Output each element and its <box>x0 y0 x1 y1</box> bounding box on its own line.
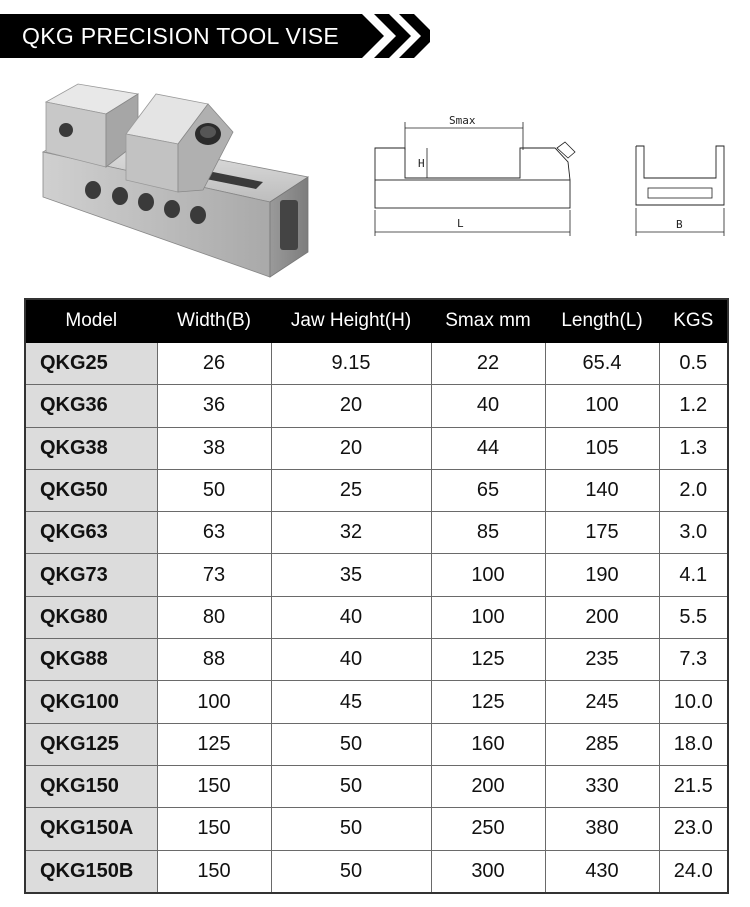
cell-width: 125 <box>157 723 271 765</box>
cell-length: 200 <box>545 596 659 638</box>
column-header-jaw-height: Jaw Height(H) <box>271 299 431 343</box>
cell-jaw-height: 32 <box>271 512 431 554</box>
smax-label: Smax <box>449 114 476 127</box>
cell-model: QKG88 <box>25 639 157 681</box>
cell-kgs: 10.0 <box>659 681 728 723</box>
cell-smax: 300 <box>431 850 545 893</box>
table-header-row <box>25 299 728 343</box>
cell-model: QKG100 <box>25 681 157 723</box>
cell-width: 100 <box>157 681 271 723</box>
cell-length: 430 <box>545 850 659 893</box>
table-row <box>25 427 728 469</box>
cell-kgs: 23.0 <box>659 808 728 850</box>
cell-model: QKG38 <box>25 427 157 469</box>
cell-jaw-height: 25 <box>271 469 431 511</box>
cell-model: QKG150A <box>25 808 157 850</box>
cell-jaw-height: 50 <box>271 850 431 893</box>
column-header-smax: Smax mm <box>431 299 545 343</box>
cell-kgs: 1.2 <box>659 385 728 427</box>
cell-smax: 22 <box>431 343 545 385</box>
cell-length: 190 <box>545 554 659 596</box>
cell-kgs: 24.0 <box>659 850 728 893</box>
cell-width: 26 <box>157 343 271 385</box>
cell-smax: 125 <box>431 681 545 723</box>
table-row <box>25 850 728 893</box>
cell-model: QKG150 <box>25 765 157 807</box>
end-view-drawing <box>630 140 730 245</box>
table-row <box>25 639 728 681</box>
vise-photo <box>38 72 313 292</box>
column-header-model: Model <box>25 299 157 343</box>
cell-smax: 100 <box>431 554 545 596</box>
cell-smax: 200 <box>431 765 545 807</box>
cell-length: 235 <box>545 639 659 681</box>
cell-smax: 65 <box>431 469 545 511</box>
cell-smax: 250 <box>431 808 545 850</box>
table-body <box>25 343 728 893</box>
title-banner <box>0 14 430 58</box>
cell-length: 140 <box>545 469 659 511</box>
cell-length: 100 <box>545 385 659 427</box>
table-row <box>25 554 728 596</box>
table-row <box>25 765 728 807</box>
cell-width: 88 <box>157 639 271 681</box>
cell-model: QKG80 <box>25 596 157 638</box>
cell-kgs: 3.0 <box>659 512 728 554</box>
cell-smax: 40 <box>431 385 545 427</box>
cell-width: 150 <box>157 850 271 893</box>
cell-jaw-height: 35 <box>271 554 431 596</box>
cell-width: 50 <box>157 469 271 511</box>
cell-width: 38 <box>157 427 271 469</box>
b-label: B <box>676 218 683 231</box>
cell-jaw-height: 50 <box>271 765 431 807</box>
cell-length: 105 <box>545 427 659 469</box>
cell-kgs: 1.3 <box>659 427 728 469</box>
cell-jaw-height: 9.15 <box>271 343 431 385</box>
cell-width: 63 <box>157 512 271 554</box>
cell-jaw-height: 45 <box>271 681 431 723</box>
cell-jaw-height: 20 <box>271 427 431 469</box>
table-row <box>25 596 728 638</box>
cell-smax: 100 <box>431 596 545 638</box>
h-label: H <box>418 157 425 170</box>
cell-kgs: 18.0 <box>659 723 728 765</box>
cell-width: 36 <box>157 385 271 427</box>
spec-table <box>24 298 729 894</box>
table-row <box>25 469 728 511</box>
cell-model: QKG63 <box>25 512 157 554</box>
column-header-width: Width(B) <box>157 299 271 343</box>
cell-model: QKG150B <box>25 850 157 893</box>
cell-smax: 44 <box>431 427 545 469</box>
cell-length: 175 <box>545 512 659 554</box>
cell-kgs: 7.3 <box>659 639 728 681</box>
side-view-drawing <box>365 110 580 245</box>
cell-smax: 85 <box>431 512 545 554</box>
cell-length: 330 <box>545 765 659 807</box>
cell-model: QKG25 <box>25 343 157 385</box>
table-row <box>25 385 728 427</box>
cell-kgs: 0.5 <box>659 343 728 385</box>
cell-kgs: 21.5 <box>659 765 728 807</box>
cell-width: 150 <box>157 808 271 850</box>
cell-length: 285 <box>545 723 659 765</box>
cell-length: 245 <box>545 681 659 723</box>
cell-width: 80 <box>157 596 271 638</box>
cell-smax: 125 <box>431 639 545 681</box>
cell-smax: 160 <box>431 723 545 765</box>
cell-model: QKG73 <box>25 554 157 596</box>
cell-jaw-height: 50 <box>271 723 431 765</box>
table-row <box>25 681 728 723</box>
cell-jaw-height: 40 <box>271 639 431 681</box>
cell-jaw-height: 40 <box>271 596 431 638</box>
table-row <box>25 808 728 850</box>
cell-jaw-height: 50 <box>271 808 431 850</box>
table-row <box>25 343 728 385</box>
cell-model: QKG50 <box>25 469 157 511</box>
cell-kgs: 4.1 <box>659 554 728 596</box>
cell-length: 380 <box>545 808 659 850</box>
cell-kgs: 5.5 <box>659 596 728 638</box>
cell-model: QKG36 <box>25 385 157 427</box>
cell-jaw-height: 20 <box>271 385 431 427</box>
page-title: QKG PRECISION TOOL VISE <box>22 23 340 49</box>
table-row <box>25 723 728 765</box>
cell-width: 73 <box>157 554 271 596</box>
table-row <box>25 512 728 554</box>
cell-length: 65.4 <box>545 343 659 385</box>
column-header-length: Length(L) <box>545 299 659 343</box>
cell-width: 150 <box>157 765 271 807</box>
cell-model: QKG125 <box>25 723 157 765</box>
l-label: L <box>457 217 464 230</box>
cell-kgs: 2.0 <box>659 469 728 511</box>
column-header-kgs: KGS <box>659 299 728 343</box>
